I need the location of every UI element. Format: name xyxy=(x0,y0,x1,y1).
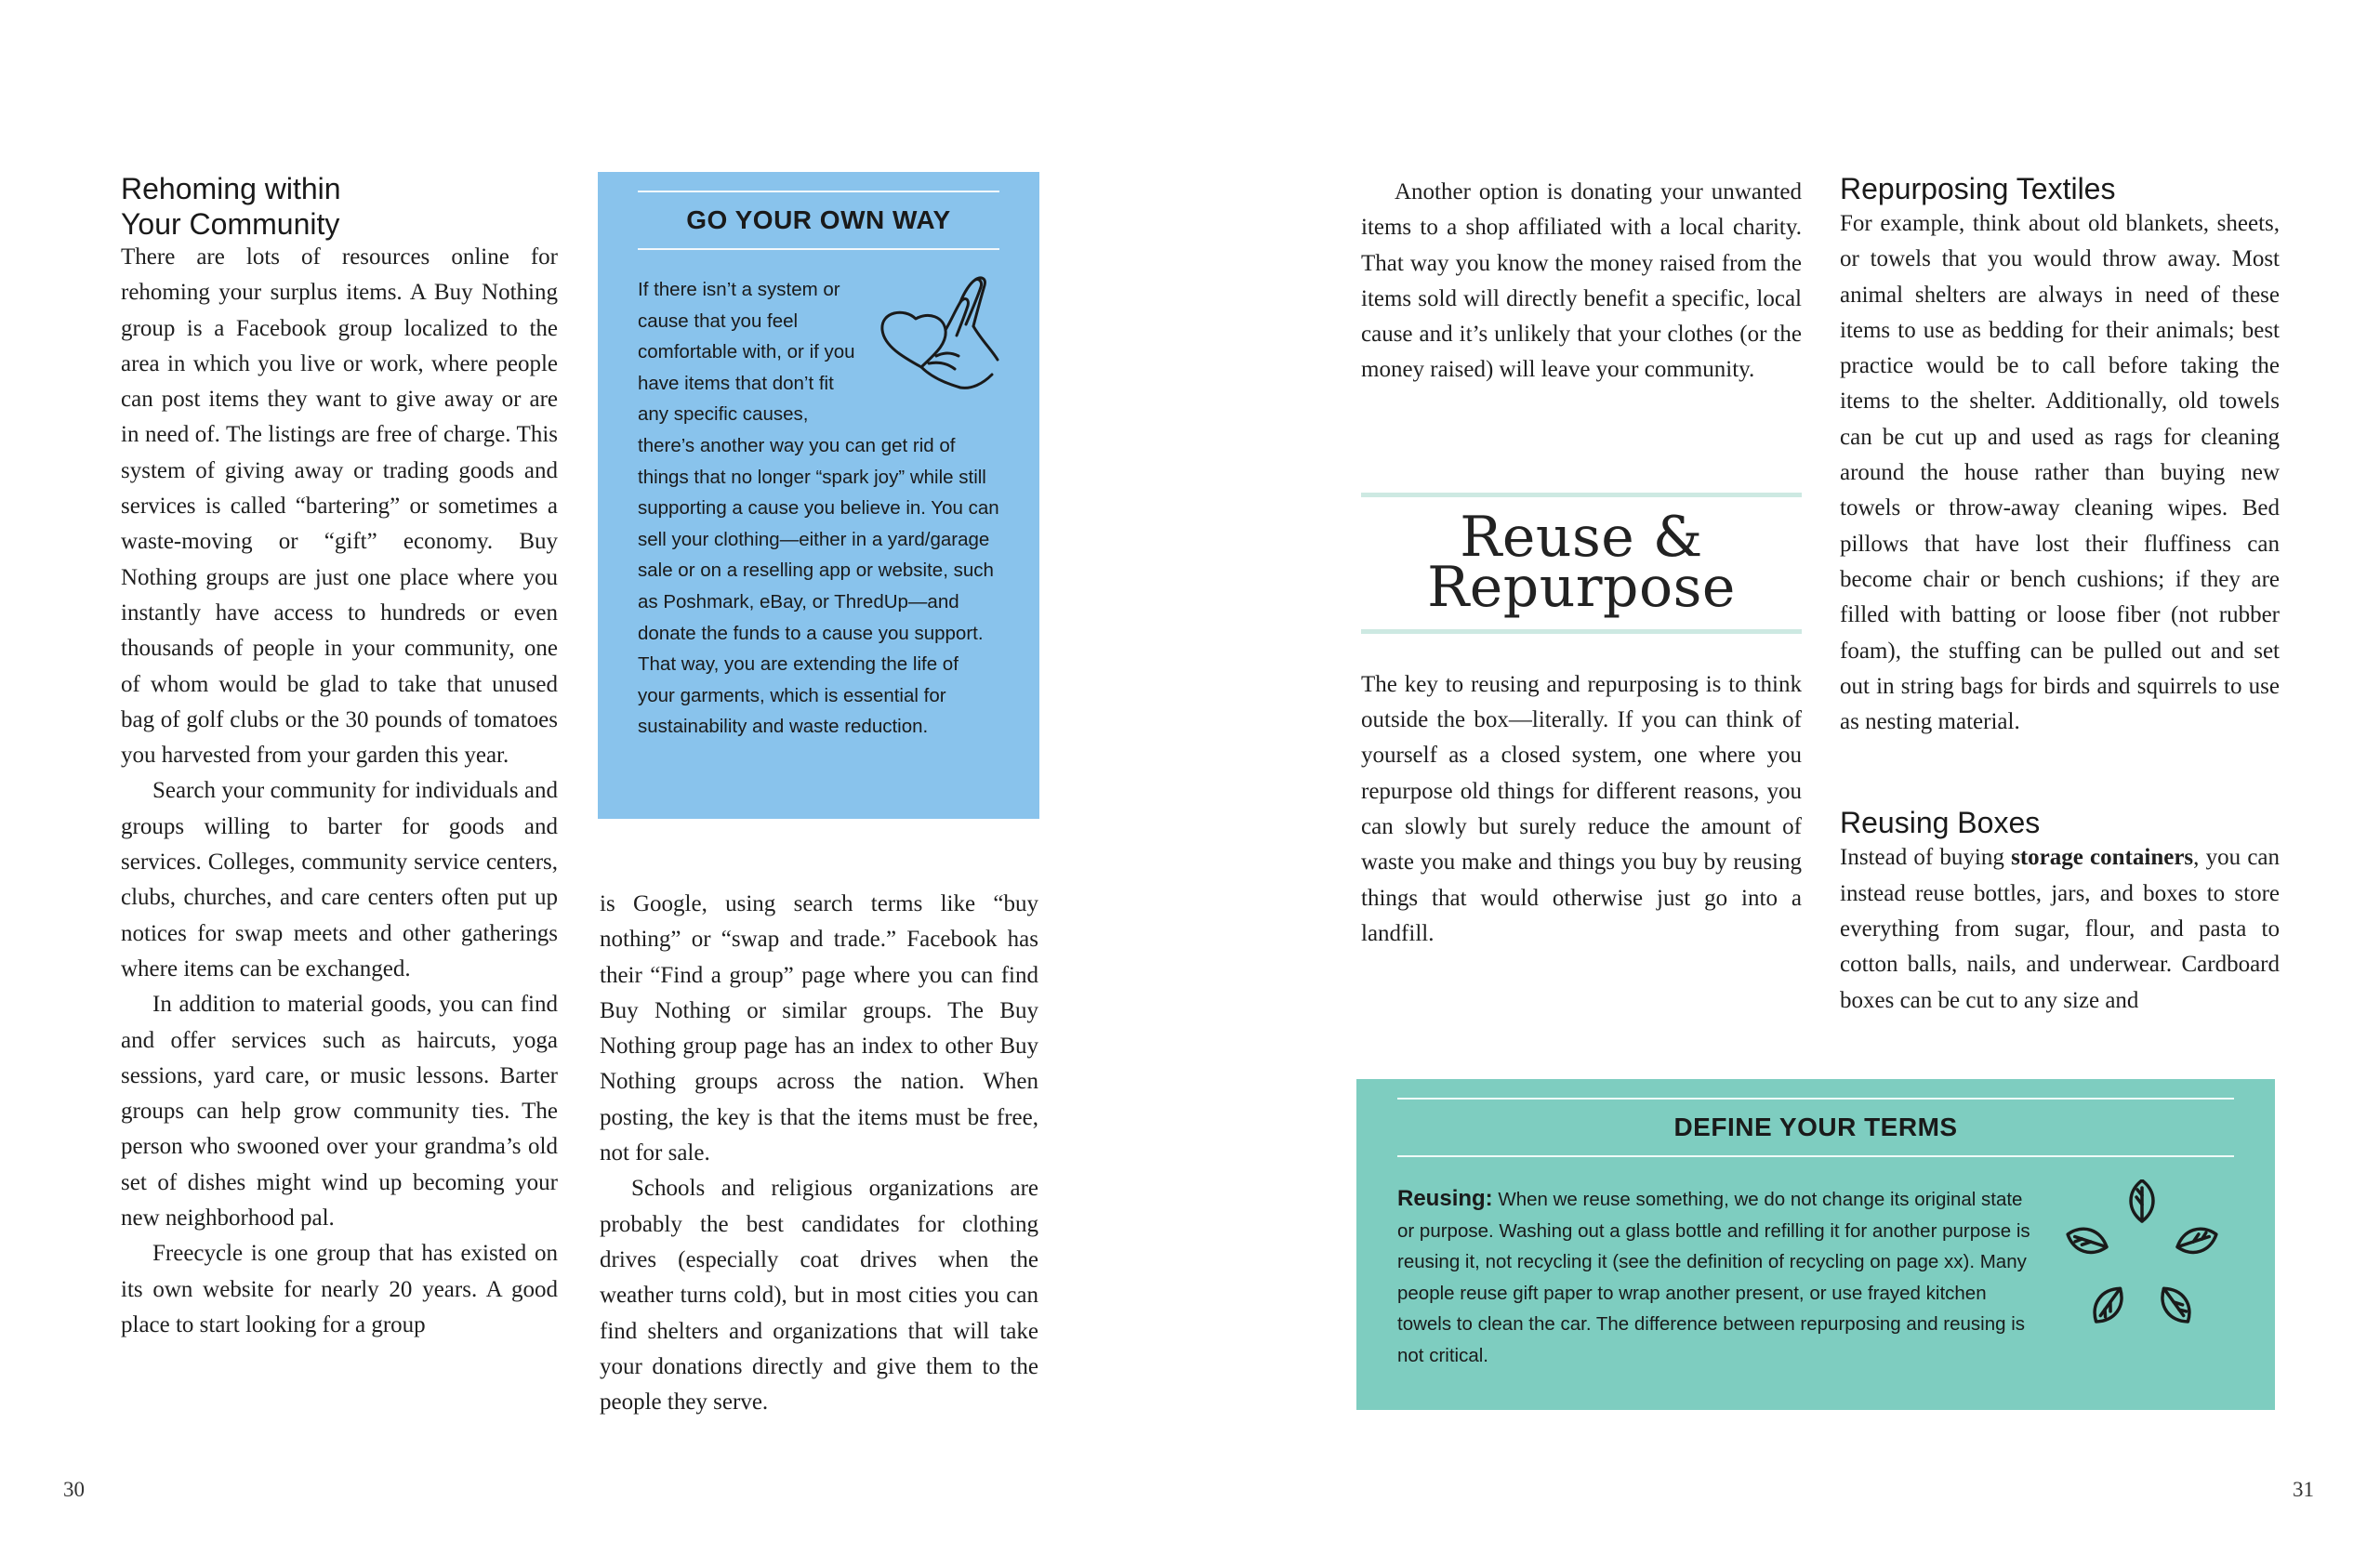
left-col-2 xyxy=(600,887,1038,1420)
banner-title xyxy=(1361,497,1802,629)
paragraph: Schools and religious organizations are probably the best candidates for clothing drives (especially coat drives when the weather turns cold), but in most cities you can find shelters and organizations that will take your donations directly and give them to the people they serve. xyxy=(600,1176,1038,1416)
sidebar-text: If there isn’t a system or cause that you feel comfortable with, or if you have items that don’t fit any specific causes, there’s another way you can get rid of things that no longer “spark joy” while still supporting a cause you believe in. You can sell your clothing—either in a yard/garage sale or on a reselling app or website, such as Poshmark, eBay, or ThredUp—and donate the funds to a cause you support. That way, you are extending the life of your garments, which is essential for sustainability and waste reduction. xyxy=(638,279,999,738)
left-col-1 xyxy=(121,171,558,1343)
paragraph: There are lots of resources online for rehoming your surplus items. A Buy Nothing group is a Facebook group localized to the area in which you live or work, where people can post items they want to give away or are in need of. The listings are free of charge. This system of giving away or trading goods and services is called “bartering” or sometimes a waste-moving or “gift” economy. Buy Nothing groups are just one place where you instantly have access to hundreds or even thousands of people in your community, one of whom would be glad to take that unused bag of golf clubs or the 30 pounds of tomatoes you harvested from your garden this year. xyxy=(121,244,558,769)
define-content xyxy=(1397,1183,2234,1372)
paragraph: Another option is donating your unwanted items to a shop affiliated with a local charity. That way you know the money raised from the items sold will directly benefit a specific, local cause and it’s unlikely that your clothes (or the money raised) will leave your community. xyxy=(1361,179,1802,383)
banner-line1: Reuse & xyxy=(1460,504,1703,570)
paragraph: In addition to material goods, you can find and offer services such as haircuts, yoga sessions, yard care, or music lessons. Barter groups can help grow community ties. The person who swooned over your grandma’s old set of dishes might wind up becoming your new neighborhood pal. xyxy=(121,992,558,1231)
go-your-own-way-box xyxy=(598,172,1039,819)
term-reusing: Reusing: xyxy=(1397,1186,1493,1211)
paragraph: For example, think about old blankets, sheets, or towels that you would throw away. Most animal shelters are always in need of these items to use as bedding for their animals; best practice would be to call before taking the items to the shelter. Additionally, old towels can be cut up and used as rags for cleaning around the house rather than buying new towels or throw-away cleaning wipes. Bed pillows that have lost their fluffiness can become chair or bench cushions; if they are filled with batting or loose fiber (not rubber foam), the stuffing can be pulled out and set out in string bags for birds and squirrels to use as nesting material. xyxy=(1840,211,2280,735)
leaf-cycle-icon xyxy=(2063,1179,2221,1337)
paragraph: Search your community for individuals and groups willing to barter for goods and services. Colleges, community service centers, clubs, churches, and care centers often put up notices for swap meets and other gatherings where items can be exchanged. xyxy=(121,778,558,981)
banner-bottom-rule xyxy=(1361,629,1802,634)
paragraph: is Google, using search terms like “buy nothing” or “swap and trade.” Facebook has their “Find a group” page where you can find Buy Nothing or similar groups. The Buy Nothing group page has an index to other Buy Nothing groups across the nation. When posting, the key is that the items must be free, not for sale. xyxy=(600,891,1038,1166)
textiles-body xyxy=(1840,206,2280,740)
right-col-1-top xyxy=(1361,175,1802,389)
boxes-text-after: , you can instead reuse bottles, jars, and boxes to store everything from sugar, flour, and pasta to cotton balls, nails, and underwear. Cardboard boxes can be cut to any size and xyxy=(1840,845,2281,1013)
define-text xyxy=(1397,1183,2039,1372)
boxes-text-before: Instead of buying xyxy=(1840,845,2012,871)
paragraph: The key to reusing and repurposing is to think outside the box—literally. If you can think of yourself as a closed system, one where you repurpose old things for different reasons, you can slowly but surely reduce the amount of waste you make and things you buy by reusing things that would otherwise just go into a landfill. xyxy=(1361,671,1802,946)
page-number-right: 31 xyxy=(2293,1478,2314,1501)
right-col-2 xyxy=(1840,171,2280,1019)
heading-reusing-boxes: Reusing Boxes xyxy=(1840,806,2041,840)
heading-repurposing-textiles: Repurposing Textiles xyxy=(1840,172,2116,205)
sidebar-title: GO YOUR OWN WAY xyxy=(638,191,999,250)
sidebar-content xyxy=(638,274,999,743)
heading-rehoming xyxy=(121,171,558,242)
left-col-1-body xyxy=(121,240,558,1343)
reuse-repurpose-banner xyxy=(1361,493,1802,634)
right-col-1-bottom xyxy=(1361,667,1802,952)
paragraph: Freecycle is one group that has existed on its own website for nearly 20 years. A good place to start looking for a group xyxy=(121,1241,558,1337)
boxes-body xyxy=(1840,840,2280,1018)
heading-rehoming-line2: Your Community xyxy=(121,207,340,241)
define-your-terms-box xyxy=(1356,1079,2275,1410)
right-col-1 xyxy=(1361,175,1802,952)
heart-hand-icon xyxy=(867,274,1007,404)
define-title: DEFINE YOUR TERMS xyxy=(1397,1098,2234,1157)
heading-rehoming-line1: Rehoming within xyxy=(121,172,341,205)
page-number-left: 30 xyxy=(63,1478,85,1501)
paragraph xyxy=(1840,840,2280,1018)
banner-line2: Repurpose xyxy=(1427,554,1736,620)
term-definition: When we reuse something, we do not change its original state or purpose. Washing out a glass bottle and refilling it for another purpose is reusing it, not recycling it (see the definition of recycling on page xx). Many people reuse gift paper to wrap another present, or use frayed kitchen towels to clean the car. The difference between repurposing and reusing is not critical. xyxy=(1397,1189,2030,1366)
storage-containers-term: storage containers xyxy=(2011,845,2194,871)
